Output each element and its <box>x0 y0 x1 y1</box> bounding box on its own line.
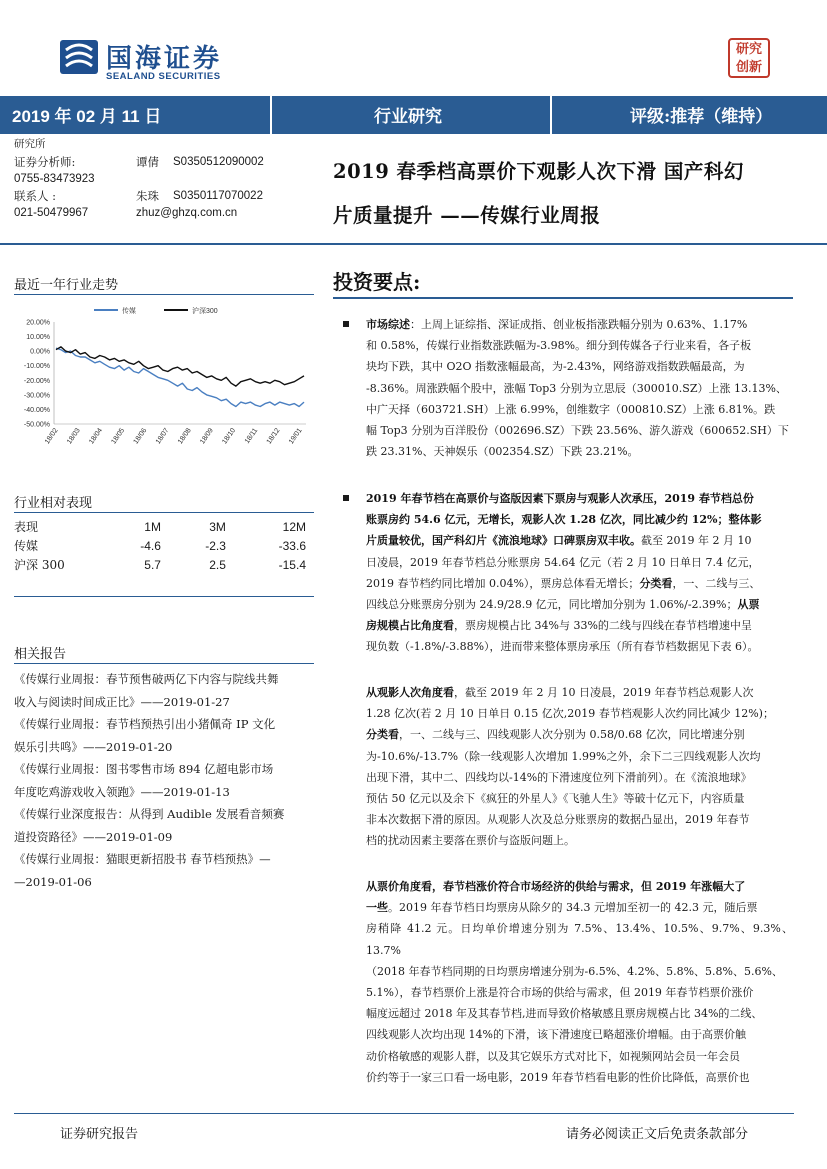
para-bold: 分类看 <box>639 576 673 590</box>
dept-label: 研究所 <box>14 138 46 150</box>
report-title-line-2: 片质量提升 ——传媒行业周报 <box>333 204 601 227</box>
y-tick-label: -50.00% <box>23 421 50 429</box>
company-logo-icon <box>58 36 100 78</box>
para-line <box>366 724 793 745</box>
bullet-icon <box>343 321 349 327</box>
related-report-line[interactable]: 收入与阅读时间成正比》——2019-01-27 <box>14 694 230 709</box>
company-name-cn: 国海证券 <box>106 43 223 73</box>
y-tick-label: -30.00% <box>23 392 50 400</box>
y-tick-label: 20.00% <box>26 319 50 327</box>
related-report-line[interactable]: 《传媒行业周报：春节档预热引出小猪佩奇 IP 文化 <box>14 717 276 731</box>
para-line: -8.36%。周涨跌幅个股中，涨幅 Top3 分别为立思辰（300010.SZ）上涨 13.13%、 <box>366 381 787 395</box>
para-text: ，一、二线与三、四线观影人次分别为 0.58/0.68 亿次，同比增速分别 <box>399 728 745 742</box>
table-header-row <box>14 517 314 536</box>
para-line: 现负数（-1.8%/-3.88%），进而带来整体票房承压（所有春节档数据见下表 6）。 <box>366 640 759 654</box>
para-line <box>366 530 793 551</box>
performance-table <box>14 517 314 574</box>
x-tick-label: 18/06 <box>132 427 149 446</box>
para-line: 中广天择（603721.SH）上涨 6.99%，创维数字（000810.SZ）上涨 6.81%。跌 <box>366 402 776 416</box>
research-seal <box>728 38 770 78</box>
related-report-line[interactable]: 道投资路径》——2019-01-09 <box>14 829 173 844</box>
para-bold: 房规模占比角度看 <box>366 619 454 633</box>
x-tick-label: 18/07 <box>154 427 171 446</box>
footer-right: 请务必阅读正文后免责条款部分 <box>566 1127 749 1142</box>
table-cell: 传媒 <box>14 539 39 553</box>
para-line: 为-10.6%/-13.7%（除一线观影人次增加 1.99%之外，余下二三四线观影人次均 <box>366 749 761 763</box>
related-section-title: 相关报告 <box>14 647 67 662</box>
section-rule <box>14 512 314 513</box>
contact-email[interactable]: zhuz@ghzq.com.cn <box>136 207 238 219</box>
trend-chart <box>14 298 314 478</box>
para-text: 截至 2019 年 2 月 10 <box>641 534 752 548</box>
table-header-cell: 表现 <box>14 520 39 534</box>
x-tick-label: 18/11 <box>243 427 260 446</box>
para-line: 块均下跌，其中 O2O 指数涨幅最高，为-2.43%，网络游戏指数跌幅最高，为 <box>366 360 745 374</box>
x-tick-label: 18/05 <box>110 427 127 446</box>
para-line: 幅 Top3 分别为百洋股份（002696.SZ）下跌 23.56%、游久游戏（600652.SH）下 <box>366 424 789 438</box>
seal-line-2: 创新 <box>735 60 762 75</box>
para-line: 非本次数据下滑的原因。从观影人次及总分账票房的数据凸显出，2019 年春节 <box>366 813 750 827</box>
table-cell: 5.7 <box>144 557 161 572</box>
related-reports-list <box>14 668 314 893</box>
contact-name: 朱珠 <box>136 189 159 203</box>
table-cell: -33.6 <box>278 538 306 553</box>
para-line: 日凌晨，2019 年春节档总分账票房 54.64 亿元（若 2 月 10 日单日 7.4 亿元， <box>366 555 760 569</box>
table-cell: -15.4 <box>278 557 306 572</box>
related-report-line[interactable]: 《传媒行业周报：春节预售破两亿下内容与院线共舞 <box>14 672 279 686</box>
para-bold: 片质量较优，国产科幻片《流浪地球》口碑票房双丰收。 <box>366 534 641 548</box>
related-report-line[interactable]: 《传媒行业周报：图书零售市场 894 亿超电影市场 <box>14 762 274 776</box>
x-tick-label: 18/09 <box>199 427 215 446</box>
series-line-沪深300 <box>56 347 304 386</box>
y-tick-label: 0.00% <box>30 348 50 356</box>
para-text: ，截至 2019 年 2 月 10 日凌晨，2019 年春节档总观影人次 <box>454 686 754 699</box>
para-bold: 从票价角度看，春节档涨价符合市场经济的供给与需求，但 2019 年涨幅大了 <box>366 880 746 893</box>
key-points-heading: 投资要点: <box>333 270 421 294</box>
para-line <box>366 876 793 897</box>
analyst-name: 谭倩 <box>136 155 159 169</box>
para-line <box>366 615 793 636</box>
series-line-传媒 <box>56 348 304 406</box>
y-tick-label: -10.00% <box>23 363 50 371</box>
para-text: 。2019 年春节档日均票房从除夕的 34.3 元增加至初一的 42.3 元，随后票 <box>388 901 758 915</box>
para-text: 2019 春节档约同比增加 0.04%），票房总体看无增长； <box>366 576 640 590</box>
para-bold: 从票 <box>737 598 760 612</box>
table-cell: -2.3 <box>205 538 226 553</box>
para-bold: 账票房约 54.6 亿元，无增长，观影人次 1.28 亿次，同比减少约 12%；整体影 <box>366 513 762 527</box>
para-text: ：上周上证综指、深证成指、创业板指涨跌幅分别为 0.63%、1.17% <box>410 318 748 331</box>
para-line: 预估 50 亿元以及余下《疯狂的外星人》《飞驰人生》等破十亿元下，内容质量 <box>366 792 745 806</box>
analyst-label: 证券分析师: <box>14 155 76 169</box>
table-header-cell: 12M <box>282 519 306 534</box>
para-bold: 一些 <box>366 901 388 915</box>
table-cell: 沪深 300 <box>14 558 65 572</box>
related-report-line[interactable]: —2019-01-06 <box>14 874 92 889</box>
report-category: 行业研究 <box>374 107 442 127</box>
report-title-line-1: 2019 春季档高票价下观影人次下滑 国产科幻 <box>333 160 744 183</box>
table-cell: -4.6 <box>140 538 161 553</box>
x-tick-label: 18/08 <box>176 427 193 446</box>
section-rule <box>14 596 314 597</box>
band-divider <box>550 96 552 134</box>
para-line <box>366 682 793 703</box>
y-tick-label: -20.00% <box>23 377 50 385</box>
para-text: ，一、二线与三、 <box>672 576 761 590</box>
performance-section-title: 行业相对表现 <box>14 496 93 511</box>
x-tick-label: 18/12 <box>265 427 282 446</box>
analyst-phone: 0755-83473923 <box>14 173 95 185</box>
spring-festival-paragraph <box>366 488 793 658</box>
contact-id: S0350117070022 <box>173 190 263 202</box>
para-line <box>366 488 793 509</box>
x-tick-label: 18/10 <box>221 427 238 446</box>
table-header-cell: 1M <box>144 519 161 534</box>
para-line: 档的扰动因素主要落在票价与盗版问题上。 <box>366 834 575 848</box>
para-text: ，票房规模占比 34%与 33%的二线与四线在春节档增速中呈 <box>454 619 752 633</box>
para-text: 四线总分账票房分别为 24.9/28.9 亿元，同比增加分别为 1.06%/-2.39%； <box>366 598 738 612</box>
section-rule <box>14 294 314 295</box>
report-date: 2019 年 02 月 11 日 <box>12 107 162 126</box>
para-line: （2018 年春节档同期的日均票房增速分别为-6.5%、4.2%、5.8%、5.8%、5.6%、 <box>366 964 783 978</box>
header-divider <box>0 243 827 245</box>
market-summary-paragraph <box>366 314 793 462</box>
table-header-cell: 3M <box>209 519 226 534</box>
related-report-line[interactable]: 《传媒行业周报：猫眼更新招股书 春节档预热》— <box>14 852 271 866</box>
analyst-id: S0350512090002 <box>173 156 264 168</box>
y-tick-label: -40.00% <box>23 406 50 414</box>
legend-label: 沪深300 <box>192 308 218 315</box>
para-line: 幅度远超过 2018 年及其春节档,进而导致价格敏感且票房规模占比 34%的二线、 <box>366 1007 763 1021</box>
table-row <box>14 555 314 574</box>
band-divider <box>270 96 272 134</box>
related-report-line[interactable]: 年度吃鸡游戏收入领跑》——2019-01-13 <box>14 784 230 799</box>
para-line <box>366 897 793 918</box>
attendance-paragraph <box>366 682 793 852</box>
para-line: 1.28 亿次(若 2 月 10 日单日 0.15 亿次,2019 春节档观影人次约同比减少 12%)； <box>366 707 774 721</box>
para-line: 房稍降 41.2 元。日均单价增速分别为 7.5%、13.4%、10.5%、9.7%、9.3%、13.7% <box>366 922 793 957</box>
x-tick-label: 18/04 <box>88 427 105 446</box>
related-report-line[interactable]: 《传媒行业深度报告：从得到 Audible 发展看音频赛 <box>14 807 285 821</box>
para-line: 出现下滑，其中二、四线均以-14%的下滑速度位列下滑前列）。在《流浪地球》 <box>366 770 752 784</box>
para-line <box>366 594 793 615</box>
footer-divider <box>14 1113 794 1114</box>
company-name-en: SEALAND SECURITIES <box>106 71 221 82</box>
para-line: 和 0.58%，传媒行业指数涨跌幅为-3.98%。细分到传媒各子行业来看，各子板 <box>366 339 752 353</box>
ticket-price-paragraph <box>366 876 793 1088</box>
footer-left: 证券研究报告 <box>60 1127 139 1142</box>
para-line: 5.1%），春节档票价上涨是符合市场的供给与需求，但 2019 年春节档票价涨价 <box>366 986 754 1000</box>
para-line <box>366 509 793 530</box>
para-line <box>366 314 793 335</box>
table-cell: 2.5 <box>209 557 226 572</box>
table-row <box>14 536 314 555</box>
para-bold: 分类看 <box>366 728 399 742</box>
x-tick-label: 18/02 <box>43 427 60 446</box>
para-line <box>366 573 793 594</box>
report-rating: 评级:推荐（维持） <box>630 107 773 127</box>
para-line: 价约等于一家三口看一场电影，2019 年春节档看电影的性价比降低，高票价也 <box>366 1070 750 1084</box>
para-line: 四线观影人次均出现 14%的下滑，该下滑速度已略超涨价增幅。由于高票价触 <box>366 1028 746 1042</box>
para-bold: 2019 年春节档在高票价与盗版因素下票房与观影人次承压，2019 春节档总份 <box>366 492 754 505</box>
x-tick-label: 18/03 <box>66 427 82 446</box>
para-bold: 从观影人次角度看 <box>366 686 454 699</box>
para-line: 动价格敏感的观影人群，以及其它娱乐方式对比下，如视频网站会员一年会员 <box>366 1049 740 1063</box>
contact-phone: 021-50479967 <box>14 207 89 219</box>
bullet-icon <box>343 495 349 501</box>
trend-section-title: 最近一年行业走势 <box>14 278 119 293</box>
section-rule <box>14 663 314 664</box>
y-tick-label: 10.00% <box>26 334 50 342</box>
x-tick-label: 19/01 <box>287 427 304 446</box>
legend-label: 传媒 <box>122 308 136 315</box>
para-line: 跌 23.31%、天神娱乐（002354.SZ）下跌 23.21%。 <box>366 445 639 459</box>
seal-line-1: 研究 <box>735 42 762 57</box>
contact-label: 联系人 : <box>14 189 57 203</box>
related-report-line[interactable]: 娱乐引共鸣》——2019-01-20 <box>14 739 173 754</box>
key-points-rule <box>333 297 793 299</box>
para-lead: 市场综述 <box>366 318 410 331</box>
